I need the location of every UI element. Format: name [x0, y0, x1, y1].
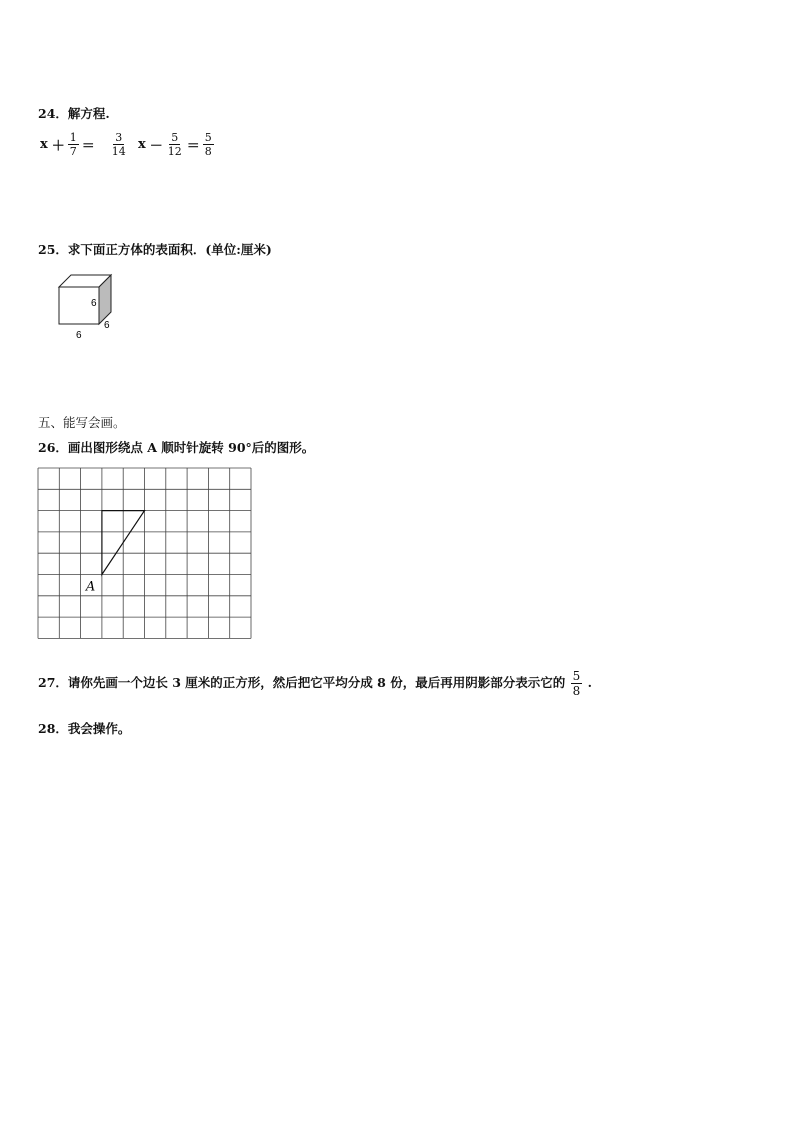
cube-figure [54, 268, 124, 343]
eq1-frac1-numerator: 1 [69, 131, 77, 144]
cube-label-side: 6 [104, 320, 110, 331]
eq2-frac2-denominator: 8 [204, 145, 212, 158]
section-5-title: 五、能写会画。 [38, 415, 126, 430]
question-24-title: 24．解方程. [38, 106, 110, 121]
eq2-equals: ＝ [186, 139, 200, 154]
eq1-frac1-denominator: 7 [69, 145, 77, 158]
eq2-frac1-denominator: 12 [167, 145, 182, 158]
eq1-variable: x [40, 137, 48, 152]
question-27 [38, 670, 592, 697]
q27-frac-numerator: 5 [572, 669, 581, 683]
eq2-frac1-numerator: 5 [171, 131, 179, 144]
cube-label-bottom: 6 [76, 330, 82, 341]
question-27-end: . [587, 675, 592, 690]
cube-drawing [59, 275, 111, 324]
question-27-fraction [571, 670, 583, 697]
eq2-fraction-2 [203, 132, 214, 157]
question-25-title: 25．求下面正方体的表面积．(单位:厘米) [38, 242, 272, 257]
eq1-fraction-2 [110, 132, 128, 157]
question-28-title: 28．我会操作。 [38, 721, 131, 736]
eq1-operator: ＋ [51, 139, 65, 154]
cube-label-front: 6 [91, 298, 97, 309]
rotation-grid [36, 466, 258, 644]
eq1-frac2-denominator: 14 [111, 145, 126, 158]
question-27-text: 27．请你先画一个边长 3 厘米的正方形，然后把它平均分成 8 份，最后再用阴影部分表示它的 [38, 675, 566, 690]
eq2-fraction-1 [166, 132, 184, 157]
grid-lines [38, 468, 251, 638]
eq2-operator: － [149, 139, 163, 154]
eq1-frac2-numerator: 3 [115, 131, 123, 144]
equation-1 [38, 132, 129, 157]
eq1-fraction-1 [68, 132, 79, 157]
equation-2 [136, 132, 215, 157]
question-26-title: 26．画出图形绕点 A 顺时针旋转 90°后的图形。 [38, 440, 315, 455]
point-a-label: A [85, 579, 96, 595]
eq2-frac2-numerator: 5 [204, 131, 212, 144]
q27-frac-denominator: 8 [572, 684, 581, 698]
eq1-equals: ＝ [81, 139, 95, 154]
eq2-variable: x [138, 137, 146, 152]
